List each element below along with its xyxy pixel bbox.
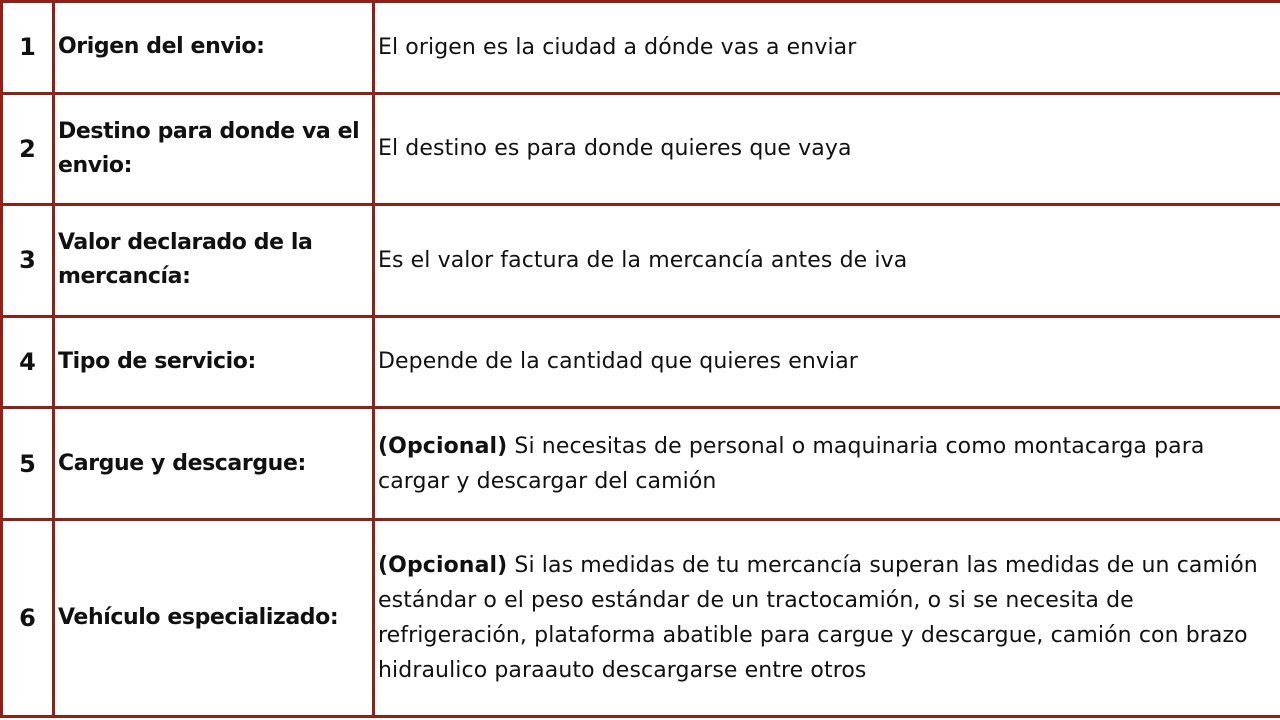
field-description-cell: [374, 205, 1280, 317]
field-description-cell: [374, 519, 1280, 716]
optional-tag: (Opcional): [378, 552, 508, 578]
field-label: Cargue y descargue:: [54, 408, 374, 520]
row-number: 6: [2, 519, 54, 716]
table-row: [2, 519, 1280, 716]
field-description: Si necesitas de personal o maquinaria como montacarga para cargar y descargar del camión: [378, 433, 1205, 494]
field-description-cell: [374, 408, 1280, 520]
optional-tag: (Opcional): [378, 433, 508, 459]
field-label: Destino para donde va el envio:: [54, 93, 374, 205]
field-description: El destino es para donde quieres que vaya: [378, 136, 852, 162]
table-row: [2, 205, 1280, 317]
row-number: 4: [2, 316, 54, 408]
row-number: 1: [2, 2, 54, 94]
table-row: [2, 93, 1280, 205]
row-number: 3: [2, 205, 54, 317]
table-row: [2, 408, 1280, 520]
field-description-cell: [374, 316, 1280, 408]
field-description: Es el valor factura de la mercancía antes de iva: [378, 247, 908, 273]
field-label: Origen del envio:: [54, 2, 374, 94]
field-description: Si las medidas de tu mercancía superan las medidas de un camión estándar o el peso estándar de un tractocamión, o si se necesita de refrigeración, plataforma abatible para cargue y descargue, camión con brazo hidraulico paraauto descargarse entre otros: [378, 552, 1258, 683]
field-description-cell: [374, 2, 1280, 94]
table-row: [2, 2, 1280, 94]
field-description: Depende de la cantidad que quieres enviar: [378, 349, 858, 375]
row-number: 5: [2, 408, 54, 520]
row-number: 2: [2, 93, 54, 205]
field-description-cell: [374, 93, 1280, 205]
field-label: Tipo de servicio:: [54, 316, 374, 408]
field-label: Valor declarado de la mercancía:: [54, 205, 374, 317]
table-row: [2, 316, 1280, 408]
field-label: Vehículo especializado:: [54, 519, 374, 716]
field-description: El origen es la ciudad a dónde vas a enviar: [378, 34, 857, 60]
